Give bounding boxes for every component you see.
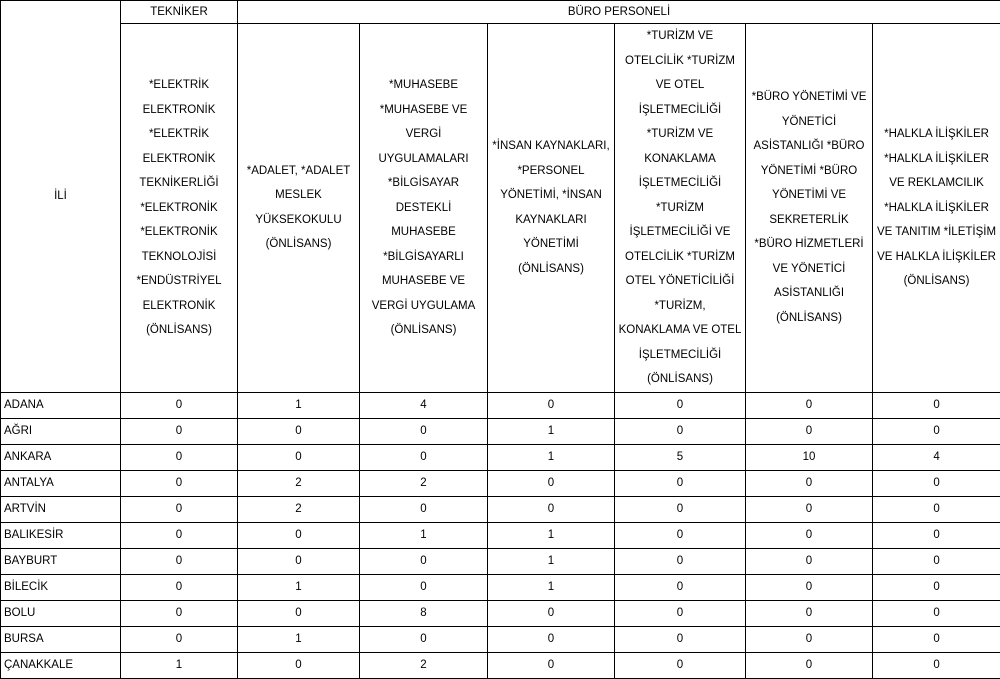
province-name: BİLECİK — [1, 574, 121, 600]
cell-value: 0 — [360, 496, 488, 522]
cell-value: 2 — [238, 496, 360, 522]
table-row — [1, 652, 1000, 678]
cell-value: 2 — [360, 470, 488, 496]
province-name: ANKARA — [1, 444, 121, 470]
column-header-halkla-iliskiler: *HALKLA İLİŞKİLER *HALKLA İLİŞKİLER VE REKLAMCILIK *HALKLA İLİŞKİLER VE TANITIM *İLETİŞİM VE HALKLA İLİŞKİLER (ÖNLİSANS) — [873, 24, 1000, 393]
cell-value: 0 — [615, 600, 746, 626]
cell-value: 0 — [488, 600, 615, 626]
cell-value: 1 — [488, 444, 615, 470]
cell-value: 0 — [360, 418, 488, 444]
cell-value: 0 — [238, 444, 360, 470]
column-header-buro-yonetimi: *BÜRO YÖNETİMİ VE YÖNETİCİ ASİSTANLIĞI *BÜRO YÖNETİMİ *BÜRO YÖNETİMİ VE SEKRETERLİK *BÜRO HİZMETLERİ VE YÖNETİCİ ASİSTANLIĞI (ÖNLİSANS) — [746, 24, 873, 393]
cell-value: 0 — [238, 652, 360, 678]
cell-value: 0 — [121, 470, 238, 496]
cell-value: 2 — [360, 652, 488, 678]
province-name: ÇANAKKALE — [1, 652, 121, 678]
cell-value: 0 — [615, 470, 746, 496]
table-row — [1, 392, 1000, 418]
cell-value: 0 — [746, 548, 873, 574]
cell-value: 0 — [746, 574, 873, 600]
cell-value: 1 — [488, 522, 615, 548]
cell-value: 8 — [360, 600, 488, 626]
cell-value: 0 — [746, 652, 873, 678]
cell-value: 0 — [121, 496, 238, 522]
cell-value: 1 — [238, 626, 360, 652]
province-column-header: İLİ — [1, 1, 121, 393]
cell-value: 1 — [488, 548, 615, 574]
cell-value: 0 — [746, 392, 873, 418]
table-row — [1, 470, 1000, 496]
cell-value: 0 — [873, 548, 1000, 574]
cell-value: 0 — [746, 470, 873, 496]
cell-value: 0 — [615, 548, 746, 574]
province-name: ANTALYA — [1, 470, 121, 496]
province-name: ADANA — [1, 392, 121, 418]
cell-value: 0 — [615, 574, 746, 600]
cell-value: 0 — [121, 444, 238, 470]
cell-value: 4 — [360, 392, 488, 418]
cell-value: 0 — [873, 418, 1000, 444]
table-row — [1, 574, 1000, 600]
cell-value: 1 — [488, 418, 615, 444]
cell-value: 0 — [488, 626, 615, 652]
cell-value: 0 — [488, 496, 615, 522]
table-row — [1, 418, 1000, 444]
cell-value: 0 — [238, 418, 360, 444]
province-name: BALIKESİR — [1, 522, 121, 548]
province-name: AĞRI — [1, 418, 121, 444]
cell-value: 0 — [360, 626, 488, 652]
cell-value: 4 — [873, 444, 1000, 470]
cell-value: 0 — [360, 574, 488, 600]
group-header-buro-personeli: BÜRO PERSONELİ — [238, 1, 1000, 24]
province-name: BAYBURT — [1, 548, 121, 574]
cell-value: 0 — [121, 600, 238, 626]
cell-value: 0 — [873, 496, 1000, 522]
cell-value: 0 — [121, 548, 238, 574]
cell-value: 0 — [873, 600, 1000, 626]
cell-value: 0 — [873, 392, 1000, 418]
cell-value: 0 — [615, 626, 746, 652]
cell-value: 0 — [121, 574, 238, 600]
table-row — [1, 548, 1000, 574]
cell-value: 1 — [360, 522, 488, 548]
table-row — [1, 600, 1000, 626]
table-row — [1, 626, 1000, 652]
cell-value: 0 — [746, 496, 873, 522]
cell-value: 0 — [360, 548, 488, 574]
cell-value: 0 — [746, 600, 873, 626]
province-name: BURSA — [1, 626, 121, 652]
cell-value: 0 — [488, 392, 615, 418]
column-header-elektrik-elektronik: *ELEKTRİK ELEKTRONİK *ELEKTRİK ELEKTRONİK TEKNİKERLİĞİ *ELEKTRONİK *ELEKTRONİK TEKNOLOJİSİ *ENDÜSTRİYEL ELEKTRONİK (ÖNLİSANS) — [121, 24, 238, 393]
table-row — [1, 522, 1000, 548]
cell-value: 5 — [615, 444, 746, 470]
column-header-insan-kaynaklari: *İNSAN KAYNAKLARI, *PERSONEL YÖNETİMİ, *İNSAN KAYNAKLARI YÖNETİMİ (ÖNLİSANS) — [488, 24, 615, 393]
cell-value: 0 — [746, 626, 873, 652]
cell-value: 0 — [488, 470, 615, 496]
table-row — [1, 496, 1000, 522]
cell-value: 0 — [746, 522, 873, 548]
cell-value: 0 — [121, 392, 238, 418]
cell-value: 0 — [873, 470, 1000, 496]
column-header-turizm: *TURİZM VE OTELCİLİK *TURİZM VE OTEL İŞLETMECİLİĞİ *TURİZM VE KONAKLAMA İŞLETMECİLİĞİ *TURİZM İŞLETMECİLİĞİ VE OTELCİLİK *TURİZM OTEL YÖNETİCİLİĞİ *TURİZM, KONAKLAMA VE OTEL İŞLETMECİLİĞİ (ÖNLİSANS) — [615, 24, 746, 393]
cell-value: 0 — [121, 626, 238, 652]
cell-value: 0 — [873, 626, 1000, 652]
cell-value: 10 — [746, 444, 873, 470]
cell-value: 0 — [238, 548, 360, 574]
cell-value: 0 — [238, 600, 360, 626]
cell-value: 0 — [746, 418, 873, 444]
table-row — [1, 444, 1000, 470]
cell-value: 0 — [615, 392, 746, 418]
cell-value: 1 — [121, 652, 238, 678]
province-name: ARTVİN — [1, 496, 121, 522]
cell-value: 2 — [238, 470, 360, 496]
cell-value: 1 — [238, 574, 360, 600]
cell-value: 0 — [488, 652, 615, 678]
group-header-tekniker: TEKNİKER — [121, 1, 238, 24]
cell-value: 0 — [873, 574, 1000, 600]
column-header-adalet: *ADALET, *ADALET MESLEK YÜKSEKOKULU (ÖNLİSANS) — [238, 24, 360, 393]
cell-value: 0 — [615, 652, 746, 678]
column-header-muhasebe: *MUHASEBE *MUHASEBE VE VERGİ UYGULAMALARI *BİLGİSAYAR DESTEKLİ MUHASEBE *BİLGİSAYARLI MUHASEBE VE VERGİ UYGULAMA (ÖNLİSANS) — [360, 24, 488, 393]
cell-value: 0 — [873, 652, 1000, 678]
cell-value: 0 — [873, 522, 1000, 548]
cell-value: 1 — [488, 574, 615, 600]
cell-value: 0 — [615, 496, 746, 522]
cell-value: 0 — [121, 522, 238, 548]
cell-value: 0 — [615, 522, 746, 548]
province-name: BOLU — [1, 600, 121, 626]
cell-value: 0 — [615, 418, 746, 444]
cell-value: 0 — [360, 444, 488, 470]
cell-value: 0 — [121, 418, 238, 444]
cell-value: 0 — [238, 522, 360, 548]
cell-value: 1 — [238, 392, 360, 418]
